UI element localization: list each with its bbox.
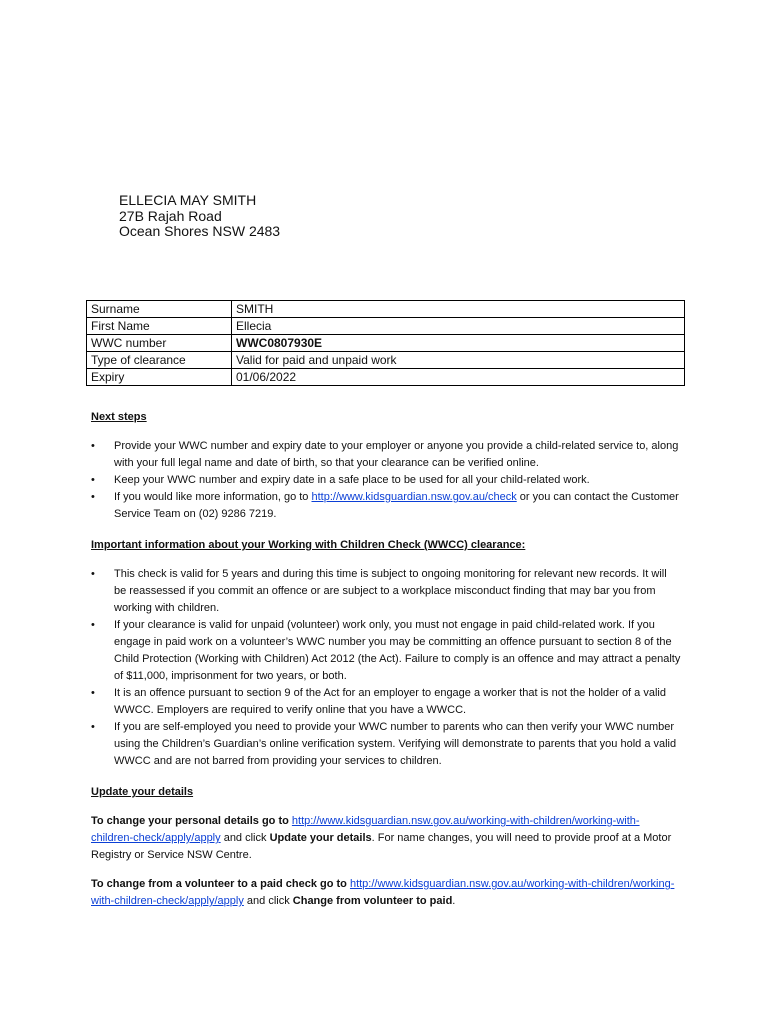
- list-item: • This check is valid for 5 years and during this time is subject to ongoing monitoring for relevant new records. It will be reassessed if you commit an offence or are subject to a workplace misconduct finding that may bar you from working with children.: [91, 568, 667, 614]
- table-row: [87, 318, 685, 335]
- table-row: [87, 352, 685, 369]
- recipient-address: [119, 193, 280, 240]
- bullet-icon: •: [91, 568, 95, 580]
- clearance-type-value: Valid for paid and unpaid work: [232, 352, 685, 369]
- expiry-value: 01/06/2022: [232, 369, 685, 386]
- first-name-value: Ellecia: [232, 318, 685, 335]
- change-to-paid-paragraph: To change from a volunteer to a paid check go to http://www.kidsguardian.nsw.gov.au/working-with-children/working-with-children-check/apply/apply and click Change from volunteer to paid.: [91, 878, 675, 907]
- update-personal-details-paragraph: To change your personal details go to http://www.kidsguardian.nsw.gov.au/working-with-children/working-with-children-check/apply/apply and click Update your details. For name changes, you will need to provide proof at a Motor Registry or Service NSW Centre.: [91, 815, 672, 861]
- change-to-paid-link[interactable]: http://www.kidsguardian.nsw.gov.au/working-with-children/working-with-children-check/apply/apply: [91, 878, 675, 907]
- surname-label: Surname: [87, 301, 232, 318]
- expiry-label: Expiry: [87, 369, 232, 386]
- wwc-number-value: WWC0807930E: [232, 335, 685, 352]
- update-details-link[interactable]: http://www.kidsguardian.nsw.gov.au/working-with-children/working-with-children-check/apply/apply: [91, 815, 640, 844]
- recipient-street: 27B Rajah Road: [119, 207, 222, 224]
- next-steps-heading: Next steps: [91, 411, 147, 423]
- recipient-city: Ocean Shores NSW 2483: [119, 223, 281, 239]
- letter-body: [91, 409, 681, 910]
- important-info-list: [91, 566, 681, 770]
- bullet-icon: •: [91, 687, 95, 699]
- list-item: • Provide your WWC number and expiry date to your employer or anyone you provide a child-related service to, along with your full legal name and date of birth, so that your clearance can be verified online.: [91, 440, 679, 469]
- bullet-icon: •: [91, 474, 95, 486]
- list-item: • If you would like more information, go to http://www.kidsguardian.nsw.gov.au/check or you can contact the Customer Service Team on (02) 9286 7219.: [91, 491, 679, 520]
- bullet-icon: •: [91, 440, 95, 452]
- table-row: [87, 369, 685, 386]
- list-item: • It is an offence pursuant to section 9 of the Act for an employer to engage a worker that is not the holder of a valid WWCC. Employers are required to verify online that you have a WWCC.: [91, 687, 666, 716]
- table-row: [87, 335, 685, 352]
- clearance-type-label: Type of clearance: [87, 352, 232, 369]
- wwc-number-label: WWC number: [87, 335, 232, 352]
- list-item: • Keep your WWC number and expiry date in a safe place to be used for all your child-related work.: [91, 472, 681, 489]
- important-info-heading: Important information about your Working with Children Check (WWCC) clearance:: [91, 539, 526, 551]
- surname-value: SMITH: [232, 301, 685, 318]
- next-steps-list: [91, 438, 681, 523]
- recipient-name: ELLECIA MAY SMITH: [119, 192, 257, 208]
- update-details-heading: Update your details: [91, 786, 194, 798]
- clearance-details-table: [86, 300, 685, 386]
- bullet-icon: •: [91, 491, 95, 503]
- list-item: • If you are self-employed you need to provide your WWC number to parents who can then verify your WWC number using the Children’s Guardian’s online verification system. Verifying will demonstrate to parents that you hold a valid WWCC and are not barred from providing your services to children.: [91, 721, 677, 767]
- check-info-link[interactable]: http://www.kidsguardian.nsw.gov.au/check: [311, 491, 517, 503]
- table-row: [87, 301, 685, 318]
- list-item: • If your clearance is valid for unpaid (volunteer) work only, you must not engage in paid child-related work. If you engage in paid work on a volunteer’s WWC number you may be committing an offence pursuant to section 8 of the Child Protection (Working with Children) Act 2012 (the Act). Failure to comply is an offence and may attract a penalty of $11,000, imprisonment for two years, or both.: [91, 619, 681, 682]
- first-name-label: First Name: [87, 318, 232, 335]
- bullet-icon: •: [91, 619, 95, 631]
- bullet-icon: •: [91, 721, 95, 733]
